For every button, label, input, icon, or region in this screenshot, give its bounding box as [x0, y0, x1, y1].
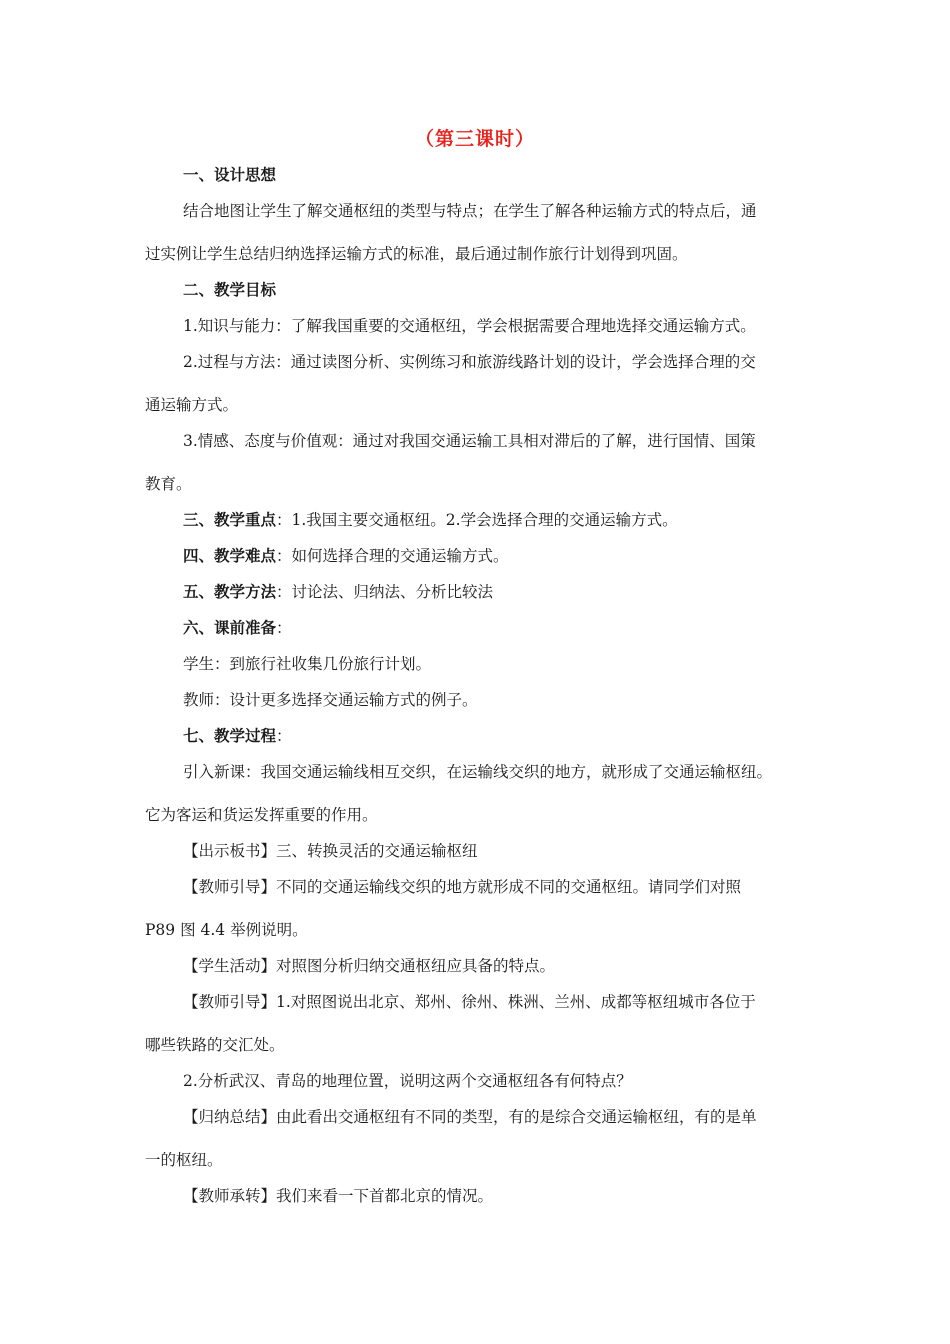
goal-2-line-2: 通运输方式。: [145, 396, 239, 414]
summary-line-2: 一的枢纽。: [145, 1151, 223, 1169]
process-colon: ：: [276, 727, 292, 745]
paragraph-design-line-2: 过实例让学生总结归纳选择运输方式的标准，最后通过制作旅行计划得到巩固。: [145, 245, 688, 263]
page-title: （第三课时）: [414, 128, 535, 150]
goal-3-line-1: 3.情感、态度与价值观：通过对我国交通运输工具相对滞后的了解，进行国情、国策: [183, 432, 756, 450]
section-process: [145, 721, 810, 757]
methods-text: ：讨论法、归纳法、分析比较法: [276, 583, 494, 601]
section-methods: [145, 577, 810, 613]
board-writing: 【出示板书】三、转换灵活的交通运输枢纽: [183, 842, 478, 860]
goal-3-line-2: 教育。: [145, 475, 192, 493]
goal-1: 1.知识与能力：了解我国重要的交通枢纽，学会根据需要合理地选择交通运输方式。: [183, 317, 756, 335]
teacher-transition: 【教师承转】我们来看一下首都北京的情况。: [183, 1187, 494, 1205]
student-activity: 【学生活动】对照图分析归纳交通枢纽应具备的特点。: [183, 957, 556, 975]
teacher-guide-2-item-2: 2.分析武汉、青岛的地理位置，说明这两个交通枢纽各有何特点？: [183, 1072, 632, 1090]
document-body: [145, 160, 810, 1217]
preparation-label: 六、课前准备: [183, 619, 277, 637]
summary-line-1: 【归纳总结】由此看出交通枢纽有不同的类型，有的是综合交通运输枢纽，有的是单: [183, 1108, 757, 1126]
difficulties-text: ：如何选择合理的交通运输方式。: [276, 547, 509, 565]
difficulties-label: 四、教学难点: [183, 547, 277, 565]
teacher-guide-1-line-2: P89 图 4.4 举例说明。: [145, 921, 308, 939]
methods-label: 五、教学方法: [183, 583, 277, 601]
preparation-student: 学生：到旅行社收集几份旅行计划。: [183, 655, 432, 673]
process-label: 七、教学过程: [183, 727, 277, 745]
intro-line-1: 引入新课：我国交通运输线相互交织，在运输线交织的地方，就形成了交通运输枢纽。: [183, 763, 773, 781]
section-key-points: [145, 505, 810, 541]
key-points-text: ：1.我国主要交通枢纽。2.学会选择合理的交通运输方式。: [276, 511, 678, 529]
paragraph-design-line-1: 结合地图让学生了解交通枢纽的类型与特点；在学生了解各种运输方式的特点后，通: [183, 202, 757, 220]
preparation-colon: ：: [276, 619, 292, 637]
goal-2-line-1: 2.过程与方法：通过读图分析、实例练习和旅游线路计划的设计，学会选择合理的交: [183, 353, 756, 371]
section-preparation: [145, 613, 810, 649]
section-heading-design: 一、设计思想: [183, 166, 277, 184]
preparation-teacher: 教师：设计更多选择交通运输方式的例子。: [183, 691, 478, 709]
section-difficulties: [145, 541, 810, 577]
teacher-guide-2-line-1: 【教师引导】1.对照图说出北京、郑州、徐州、株洲、兰州、成都等枢纽城市各位于: [183, 993, 756, 1011]
intro-line-2: 它为客运和货运发挥重要的作用。: [145, 806, 378, 824]
teacher-guide-2-line-2: 哪些铁路的交汇处。: [145, 1036, 285, 1054]
teacher-guide-1-line-1: 【教师引导】不同的交通运输线交织的地方就形成不同的交通枢纽。请同学们对照: [183, 878, 742, 896]
key-points-label: 三、教学重点: [183, 511, 277, 529]
section-heading-goals: 二、教学目标: [183, 281, 277, 299]
